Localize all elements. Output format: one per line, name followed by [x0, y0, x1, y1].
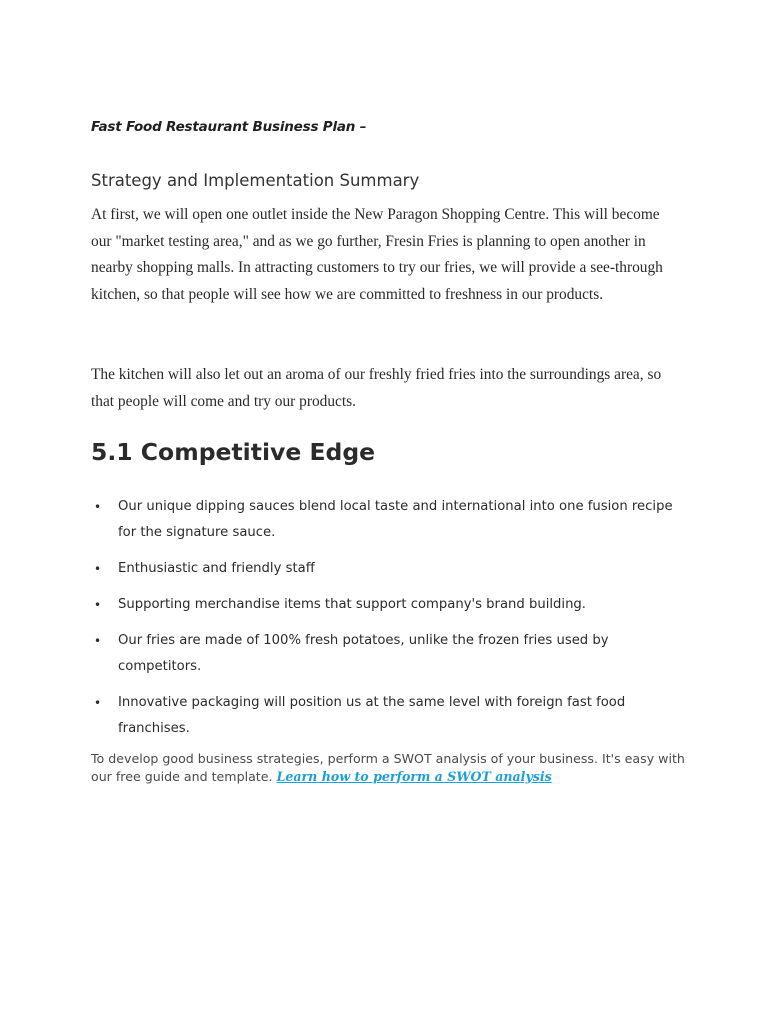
- swot-note: [91, 750, 691, 785]
- bullet-icon: •: [94, 598, 102, 612]
- section-heading-competitive-edge: 5.1 Competitive Edge: [91, 438, 376, 466]
- list-item: [91, 690, 691, 742]
- swot-note-text: To develop good business strategies, perform a SWOT analysis of your business. It's easy with our free guide and template.: [91, 751, 685, 784]
- section-subtitle: Strategy and Implementation Summary: [91, 171, 420, 190]
- document-title: Fast Food Restaurant Business Plan –: [91, 119, 367, 135]
- list-item-text: Our unique dipping sauces blend local taste and international into one fusion recipe for the signature sauce.: [118, 499, 673, 540]
- paragraph-kitchen: The kitchen will also let out an aroma of our freshly fried fries into the surroundings area, so that people will come and try our products.: [91, 366, 662, 410]
- bullet-icon: •: [94, 562, 102, 576]
- list-item: [91, 556, 691, 582]
- list-item: [91, 628, 691, 680]
- swot-analysis-link[interactable]: Learn how to perform a SWOT analysis: [276, 768, 552, 784]
- bullet-icon: •: [94, 500, 102, 514]
- list-item-text: Supporting merchandise items that support company's brand building.: [118, 597, 586, 612]
- bullet-icon: •: [94, 634, 102, 648]
- list-item: [91, 592, 691, 618]
- competitive-edge-list: [91, 494, 691, 752]
- list-item: [91, 494, 691, 546]
- bullet-icon: •: [94, 696, 102, 710]
- list-item-text: Innovative packaging will position us at the same level with foreign fast food franchises.: [118, 695, 626, 736]
- list-item-text: Enthusiastic and friendly staff: [118, 561, 315, 576]
- list-item-text: Our fries are made of 100% fresh potatoes, unlike the frozen fries used by competitors.: [118, 633, 609, 674]
- paragraph-strategy: At first, we will open one outlet inside the New Paragon Shopping Centre. This will become our "market testing area," and as we go further, Fresin Fries is planning to open another in nearby shopping malls. In attracting customers to try our fries, we will provide a see-through kitchen, so that people will see how we are committed to freshness in our products.: [91, 206, 663, 303]
